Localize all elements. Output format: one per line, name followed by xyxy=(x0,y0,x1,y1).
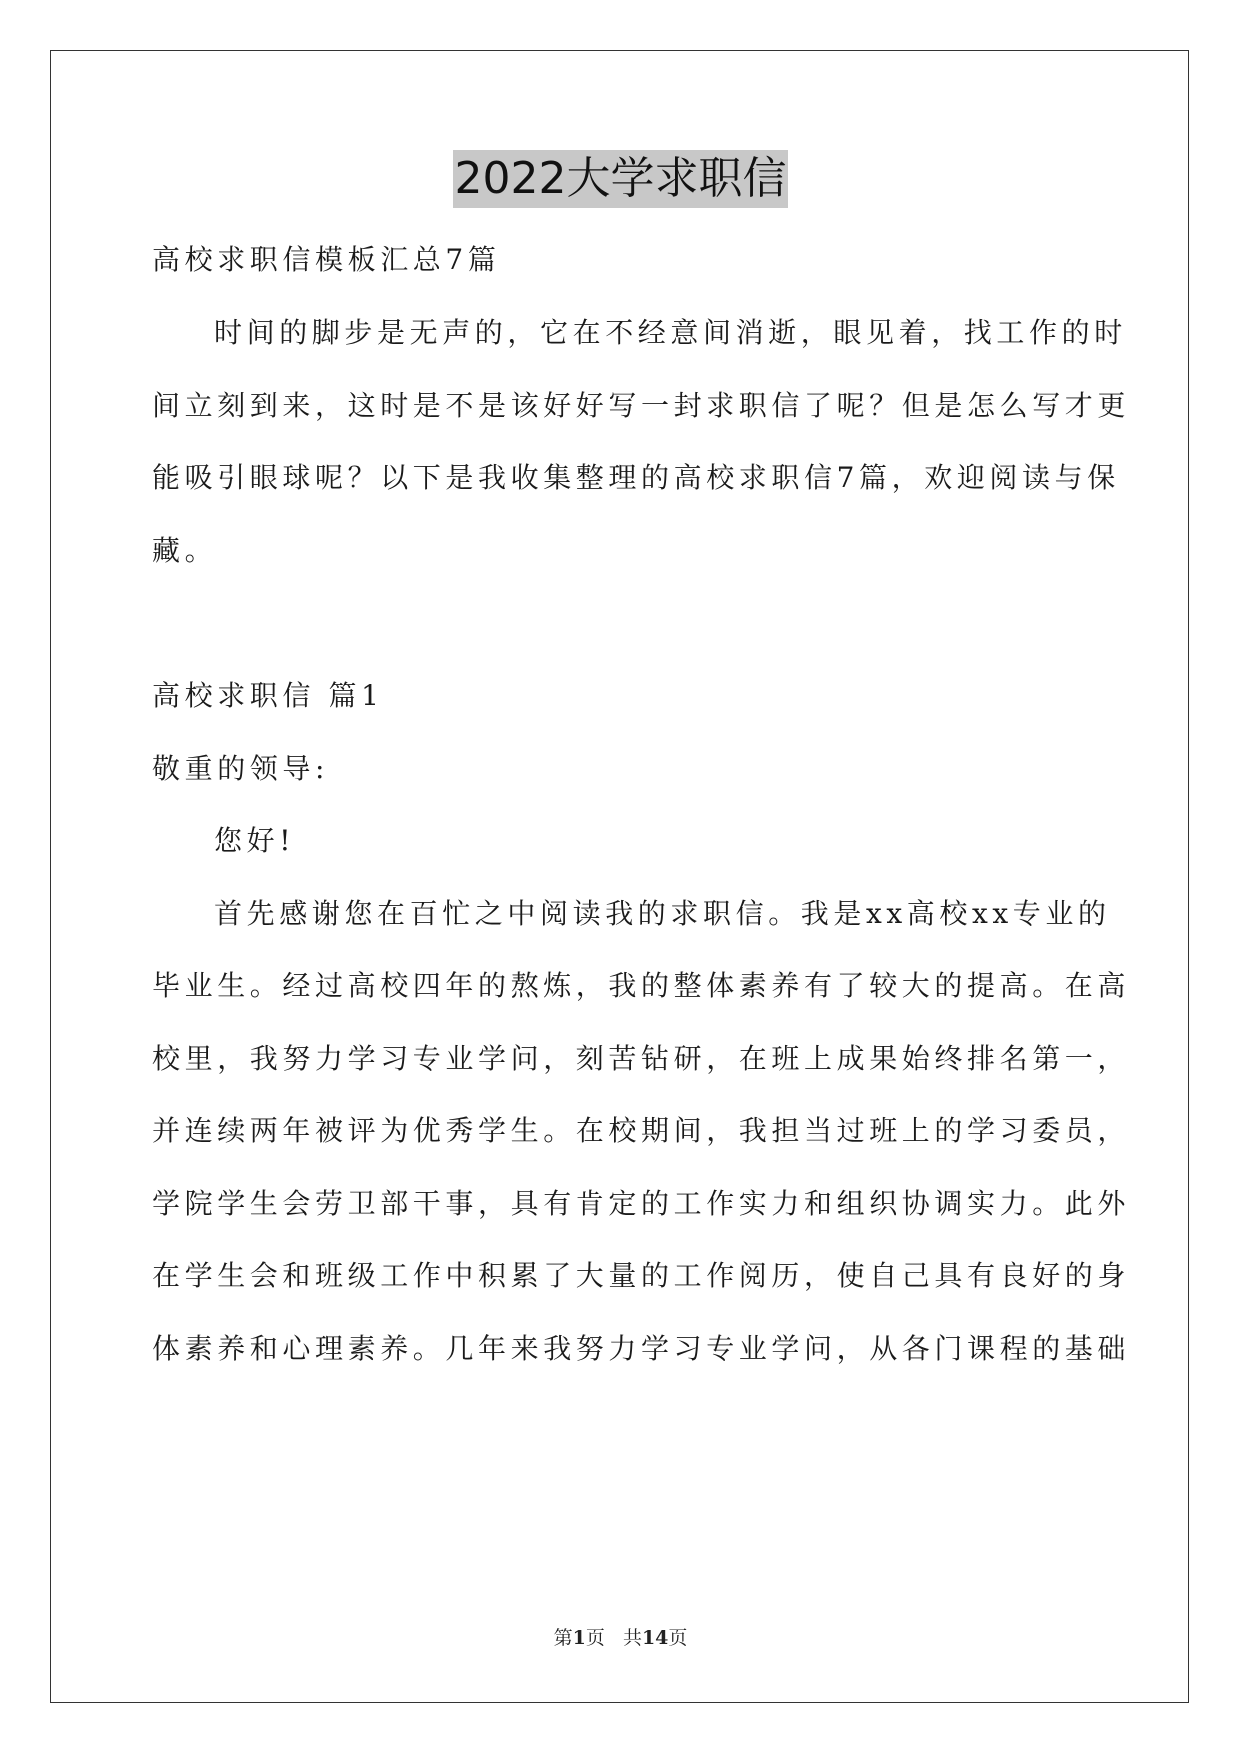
title-container xyxy=(0,150,1241,208)
document-subtitle: 高校求职信模板汇总7篇 xyxy=(152,243,501,276)
body-line: 校里，我努力学习专业学问，刻苦钻研，在班上成果始终排名第一， xyxy=(152,1042,1131,1075)
page-border xyxy=(50,50,1189,1703)
intro-line: 能吸引眼球呢？以下是我收集整理的高校求职信7篇，欢迎阅读与保 xyxy=(152,461,1120,494)
body-line: 并连续两年被评为优秀学生。在校期间，我担当过班上的学习委员， xyxy=(152,1114,1131,1147)
footer-suffix: 页 xyxy=(668,1627,688,1649)
document-title: 2022大学求职信 xyxy=(453,150,789,208)
footer-prefix: 第 xyxy=(553,1627,573,1649)
intro-line: 间立刻到来，这时是不是该好好写一封求职信了呢？但是怎么写才更 xyxy=(152,389,1131,422)
footer-total-pages: 14 xyxy=(641,1627,669,1649)
body-line: 首先感谢您在百忙之中阅读我的求职信。我是xx高校xx专业的 xyxy=(214,897,1111,930)
body-line: 体素养和心理素养。几年来我努力学习专业学问，从各门课程的基础 xyxy=(152,1332,1131,1365)
body-line: 毕业生。经过高校四年的熬炼，我的整体素养有了较大的提高。在高 xyxy=(152,969,1131,1002)
section-heading: 高校求职信 篇1 xyxy=(152,679,384,712)
body-line: 学院学生会劳卫部干事，具有肯定的工作实力和组织协调实力。此外 xyxy=(152,1187,1131,1220)
greeting: 您好! xyxy=(214,824,296,857)
page-footer xyxy=(0,1623,1241,1650)
intro-line: 时间的脚步是无声的，它在不经意间消逝，眼见着，找工作的时 xyxy=(214,316,1127,349)
footer-middle: 页 共 xyxy=(585,1627,642,1649)
intro-line: 藏。 xyxy=(152,534,218,567)
footer-page-number: 1 xyxy=(572,1627,586,1649)
salutation: 敬重的领导: xyxy=(152,752,330,785)
body-line: 在学生会和班级工作中积累了大量的工作阅历，使自己具有良好的身 xyxy=(152,1259,1131,1292)
